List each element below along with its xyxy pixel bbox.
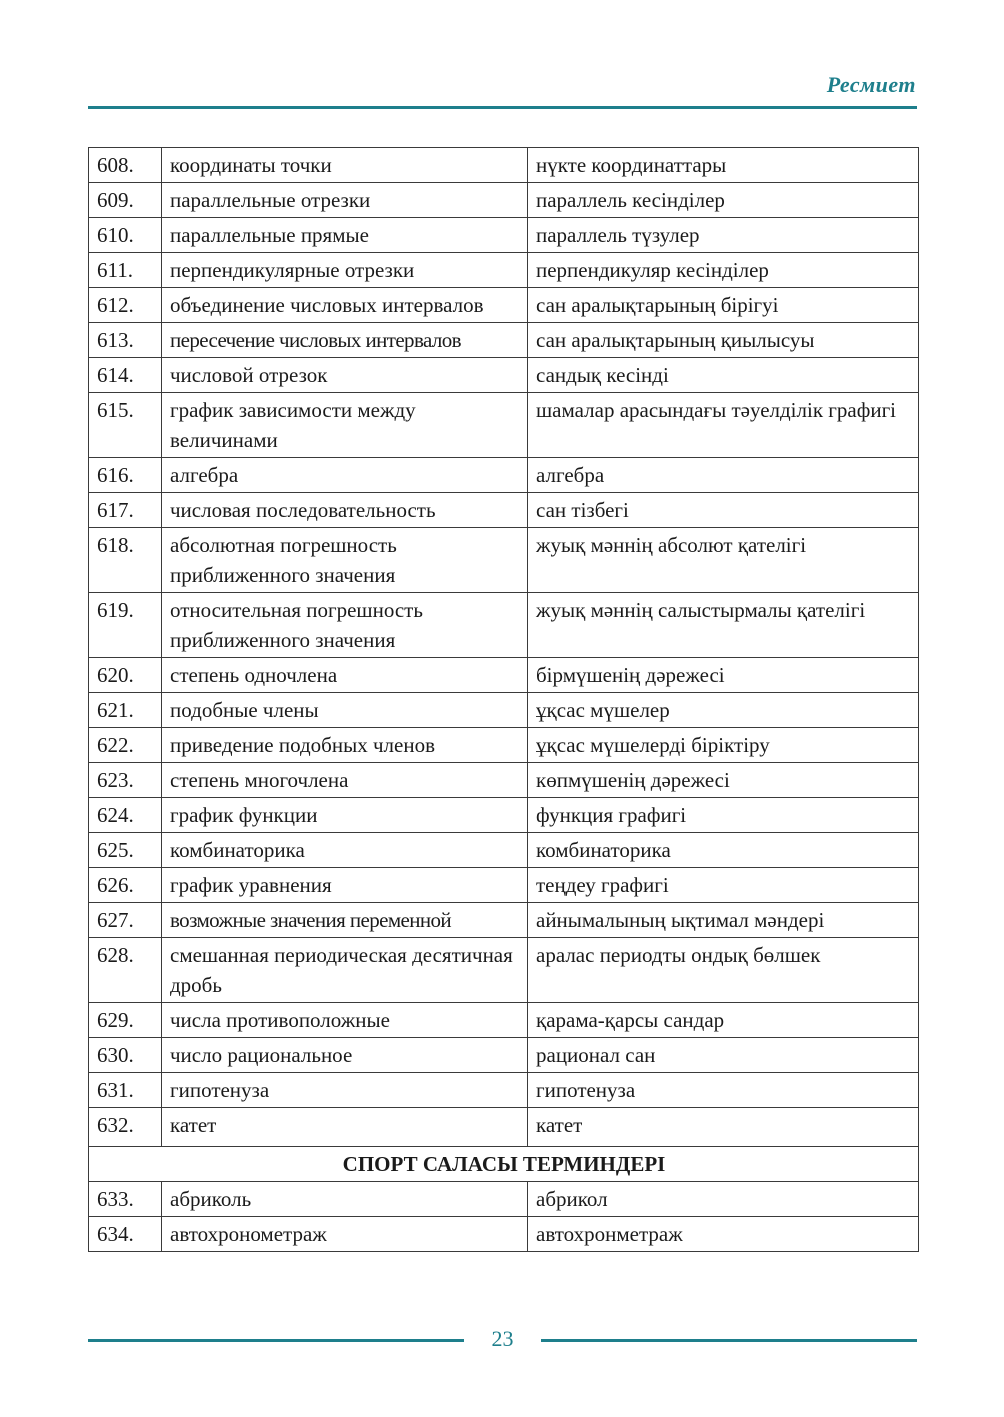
header-rule xyxy=(88,106,917,109)
table-row xyxy=(89,148,919,183)
term-kazakh: қарама-қарсы сандар xyxy=(528,1003,919,1038)
table-row xyxy=(89,833,919,868)
term-number: 616. xyxy=(89,458,162,493)
term-russian: алгебра xyxy=(162,458,528,493)
term-number: 611. xyxy=(89,253,162,288)
term-russian: степень одночлена xyxy=(162,658,528,693)
section-heading: СПОРТ САЛАСЫ ТЕРМИНДЕРІ xyxy=(89,1147,919,1182)
term-kazakh: айнымалының ықтимал мәндері xyxy=(528,903,919,938)
term-russian: относительная погрешность приближенного значения xyxy=(162,593,528,658)
term-russian: график уравнения xyxy=(162,868,528,903)
term-number: 612. xyxy=(89,288,162,323)
term-kazakh: перпендикуляр кесінділер xyxy=(528,253,919,288)
table-row xyxy=(89,1182,919,1217)
table-row xyxy=(89,693,919,728)
table-row xyxy=(89,1073,919,1108)
term-russian: подобные члены xyxy=(162,693,528,728)
page-number: 23 xyxy=(491,1326,514,1351)
term-kazakh: бірмүшенің дәрежесі xyxy=(528,658,919,693)
table-row xyxy=(89,938,919,1003)
term-kazakh: аралас периодты ондық бөлшек xyxy=(528,938,919,1003)
term-russian: абсолютная погрешность приближенного значения xyxy=(162,528,528,593)
term-number: 630. xyxy=(89,1038,162,1073)
table-row xyxy=(89,903,919,938)
term-kazakh: жуық мәннің абсолют қателігі xyxy=(528,528,919,593)
term-kazakh: комбинаторика xyxy=(528,833,919,868)
table-row xyxy=(89,218,919,253)
table-row xyxy=(89,183,919,218)
term-number: 622. xyxy=(89,728,162,763)
term-russian: приведение подобных членов xyxy=(162,728,528,763)
term-kazakh: сан аралықтарының бірігуі xyxy=(528,288,919,323)
table-row xyxy=(89,798,919,833)
term-russian: числовая последовательность xyxy=(162,493,528,528)
term-kazakh: параллель кесінділер xyxy=(528,183,919,218)
term-russian: степень многочлена xyxy=(162,763,528,798)
term-number: 627. xyxy=(89,903,162,938)
term-kazakh: ұқсас мүшелер xyxy=(528,693,919,728)
term-number: 619. xyxy=(89,593,162,658)
term-russian: объединение числовых интервалов xyxy=(162,288,528,323)
term-number: 615. xyxy=(89,393,162,458)
term-kazakh: катет xyxy=(528,1108,919,1147)
table-row xyxy=(89,593,919,658)
term-russian: гипотенуза xyxy=(162,1073,528,1108)
table-row xyxy=(89,1108,919,1147)
table-row xyxy=(89,458,919,493)
term-russian: числовой отрезок xyxy=(162,358,528,393)
table-row xyxy=(89,658,919,693)
term-number: 617. xyxy=(89,493,162,528)
footer-rule-right xyxy=(541,1339,917,1342)
table-row xyxy=(89,1217,919,1252)
term-russian: смешанная периодическая десятичная дробь xyxy=(162,938,528,1003)
table-row xyxy=(89,493,919,528)
term-number: 626. xyxy=(89,868,162,903)
term-kazakh: көпмүшенің дәрежесі xyxy=(528,763,919,798)
term-russian: параллельные отрезки xyxy=(162,183,528,218)
term-kazakh: рационал сан xyxy=(528,1038,919,1073)
term-number: 631. xyxy=(89,1073,162,1108)
term-russian: перпендикулярные отрезки xyxy=(162,253,528,288)
term-kazakh: сандық кесінді xyxy=(528,358,919,393)
term-kazakh: функция графигі xyxy=(528,798,919,833)
table-row xyxy=(89,358,919,393)
term-kazakh: ұқсас мүшелерді біріктіру xyxy=(528,728,919,763)
table-row xyxy=(89,393,919,458)
term-kazakh: алгебра xyxy=(528,458,919,493)
term-number: 624. xyxy=(89,798,162,833)
term-kazakh: шамалар арасындағы тәуелділік графигі xyxy=(528,393,919,458)
term-kazakh: жуық мәннің салыстырмалы қателігі xyxy=(528,593,919,658)
running-header: Ресмиет xyxy=(826,72,916,97)
terms-table xyxy=(88,147,919,1252)
term-russian: абриколь xyxy=(162,1182,528,1217)
term-number: 620. xyxy=(89,658,162,693)
table-row xyxy=(89,253,919,288)
term-kazakh: сан аралықтарының қиылысуы xyxy=(528,323,919,358)
term-russian: комбинаторика xyxy=(162,833,528,868)
term-russian: автохронометраж xyxy=(162,1217,528,1252)
table-row xyxy=(89,1003,919,1038)
term-russian: график функции xyxy=(162,798,528,833)
term-kazakh: нүкте координаттары xyxy=(528,148,919,183)
term-number: 623. xyxy=(89,763,162,798)
term-russian: числа противоположные xyxy=(162,1003,528,1038)
term-number: 625. xyxy=(89,833,162,868)
term-kazakh: абрикол xyxy=(528,1182,919,1217)
table-row xyxy=(89,728,919,763)
term-russian: координаты точки xyxy=(162,148,528,183)
term-kazakh: сан тізбегі xyxy=(528,493,919,528)
term-number: 632. xyxy=(89,1108,162,1147)
term-number: 628. xyxy=(89,938,162,1003)
table-row xyxy=(89,1038,919,1073)
term-russian: пересечение числовых интервалов xyxy=(162,323,528,358)
term-number: 609. xyxy=(89,183,162,218)
term-russian: катет xyxy=(162,1108,528,1147)
term-number: 614. xyxy=(89,358,162,393)
term-russian: возможные значения переменной xyxy=(162,903,528,938)
table-row xyxy=(89,763,919,798)
term-russian: график зависимости между величинами xyxy=(162,393,528,458)
term-number: 608. xyxy=(89,148,162,183)
term-russian: число рациональное xyxy=(162,1038,528,1073)
footer-rule-left xyxy=(88,1339,464,1342)
term-kazakh: теңдеу графигі xyxy=(528,868,919,903)
term-number: 633. xyxy=(89,1182,162,1217)
table-row xyxy=(89,528,919,593)
term-russian: параллельные прямые xyxy=(162,218,528,253)
table-row xyxy=(89,868,919,903)
section-row xyxy=(89,1147,919,1182)
table-row xyxy=(89,288,919,323)
term-number: 621. xyxy=(89,693,162,728)
table-row xyxy=(89,323,919,358)
term-number: 613. xyxy=(89,323,162,358)
term-number: 634. xyxy=(89,1217,162,1252)
term-number: 629. xyxy=(89,1003,162,1038)
term-kazakh: автохронметраж xyxy=(528,1217,919,1252)
term-kazakh: гипотенуза xyxy=(528,1073,919,1108)
term-kazakh: параллель түзулер xyxy=(528,218,919,253)
term-number: 618. xyxy=(89,528,162,593)
term-number: 610. xyxy=(89,218,162,253)
